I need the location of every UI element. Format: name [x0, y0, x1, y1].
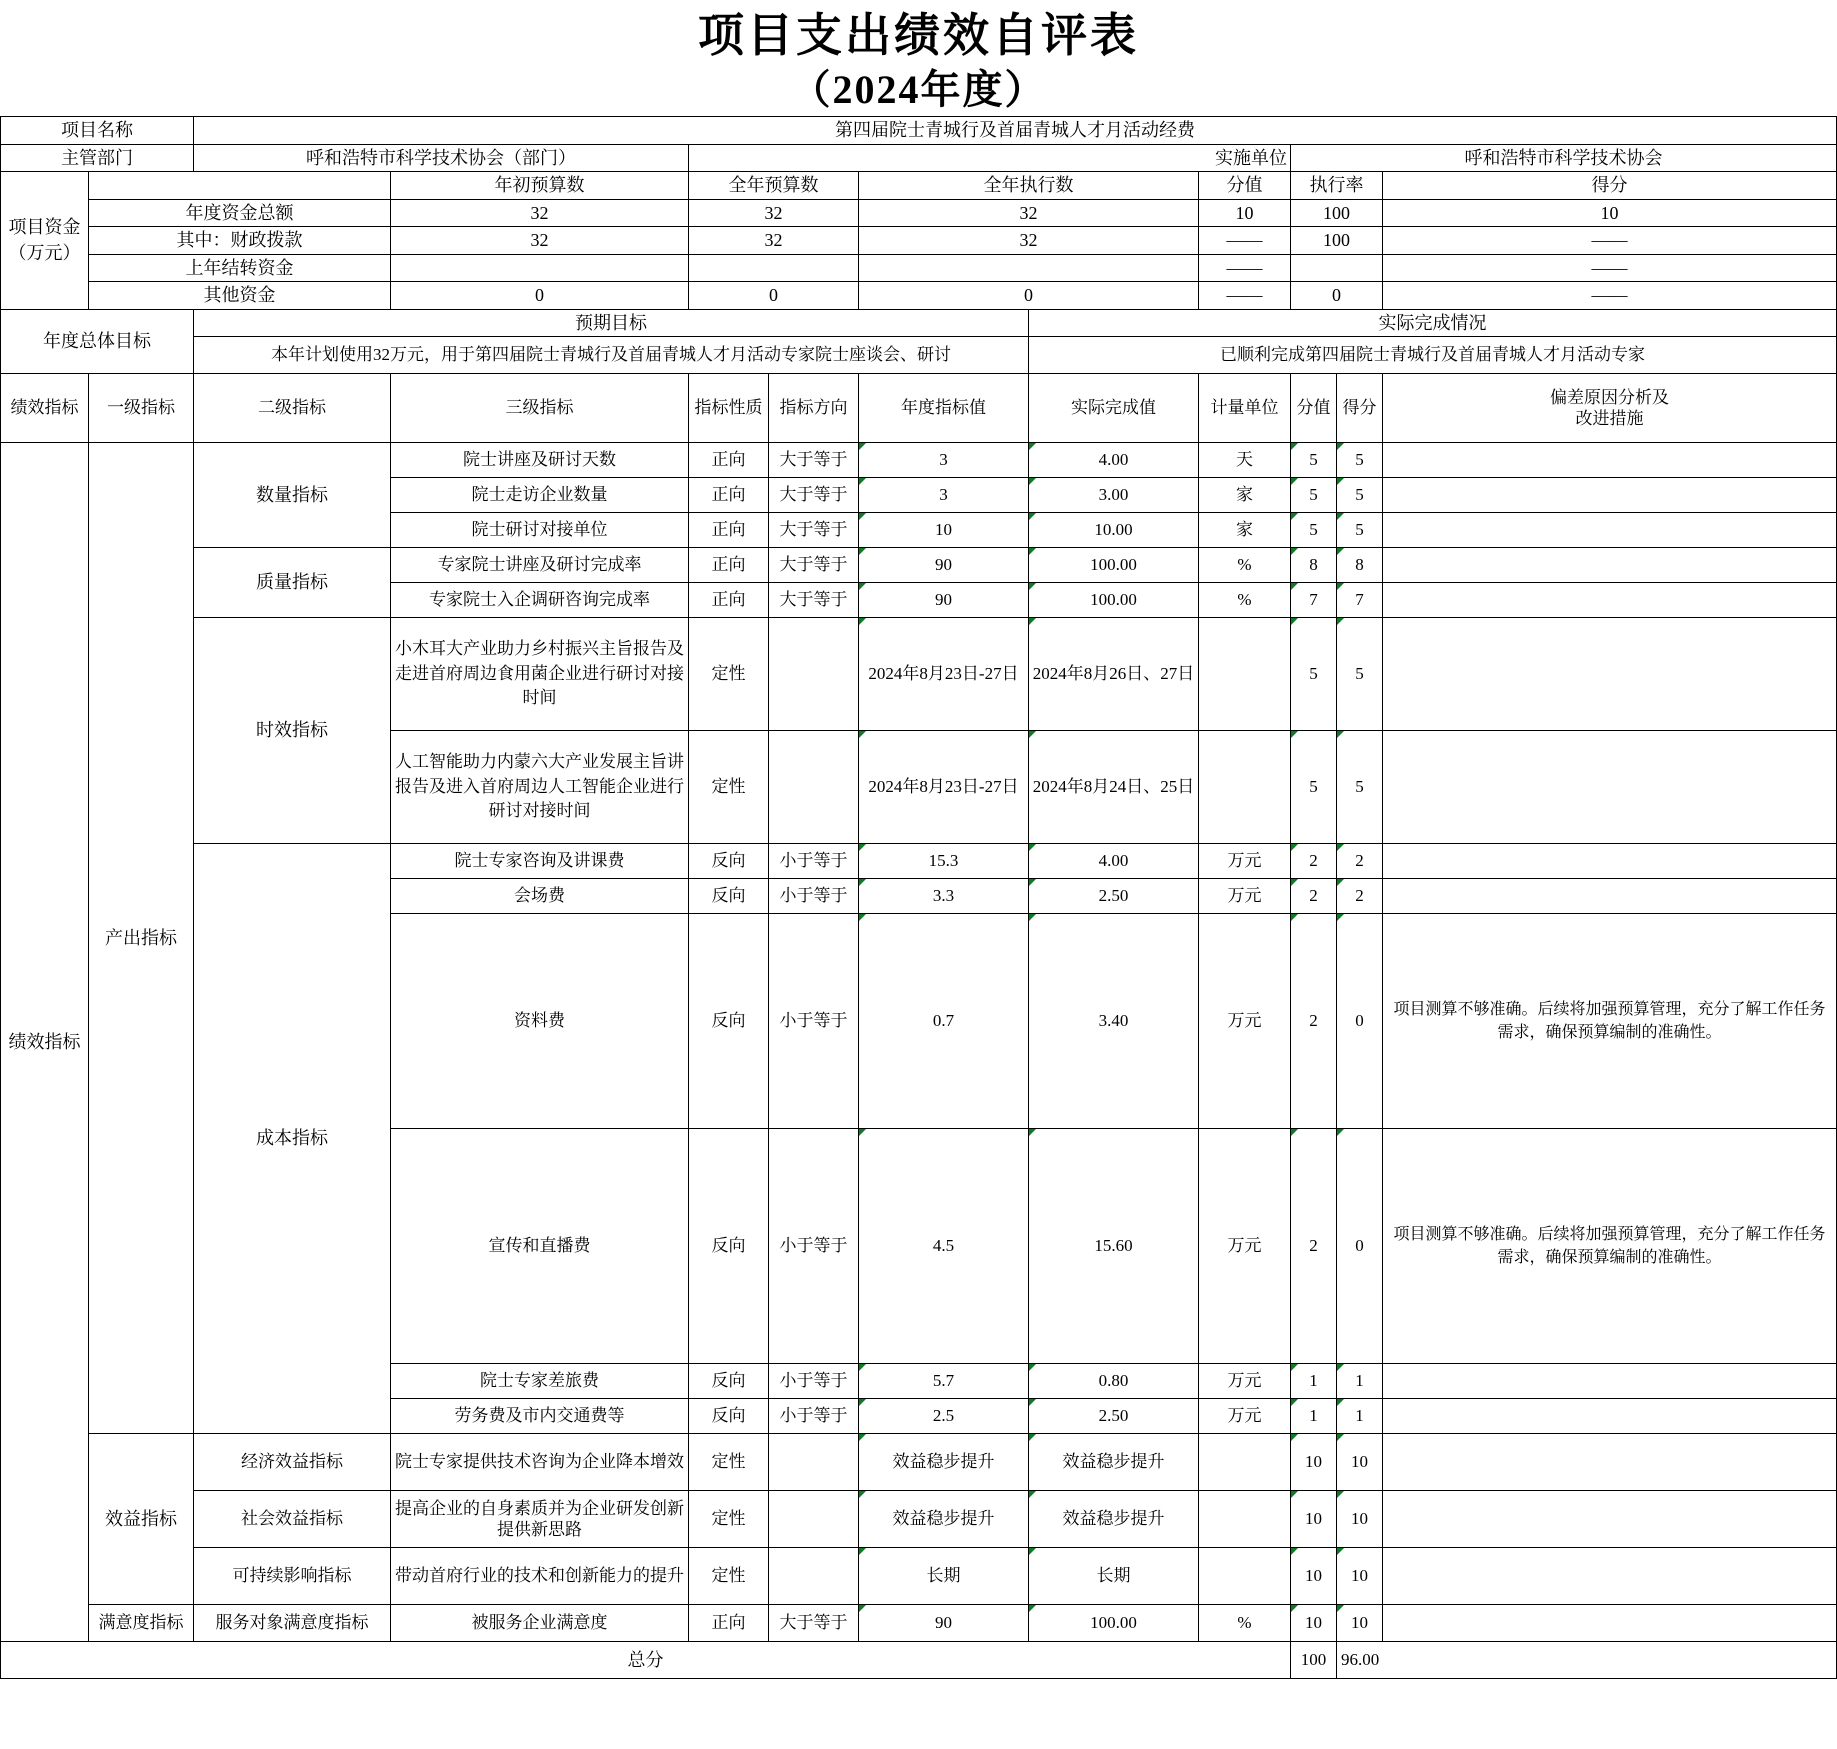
indicator-direction: 大于等于	[769, 583, 859, 618]
col-unit: 计量单位	[1199, 374, 1291, 443]
level2-sustainable-impact: 可持续影响指标	[194, 1548, 391, 1605]
funds-annual-exec: 32	[859, 199, 1199, 227]
measure-unit: 万元	[1199, 914, 1291, 1129]
indicator-direction: 小于等于	[769, 914, 859, 1129]
table-row	[1, 618, 1837, 731]
indicator-nature: 定性	[689, 1434, 769, 1491]
funds-exec-rate: 100	[1291, 199, 1383, 227]
measure-unit: %	[1199, 583, 1291, 618]
actual-completed-value: 2.50	[1029, 1399, 1199, 1434]
funds-exec-rate	[1291, 254, 1383, 282]
actual-completed-value: 长期	[1029, 1548, 1199, 1605]
annual-target-value: 效益稳步提升	[859, 1434, 1029, 1491]
funds-col-weight: 分值	[1199, 172, 1291, 200]
measure-unit	[1199, 1548, 1291, 1605]
indicator-nature: 反向	[689, 1399, 769, 1434]
implementing-unit-value: 呼和浩特市科学技术协会	[1291, 144, 1837, 172]
col-deviation-analysis	[1383, 374, 1837, 443]
level3-name: 院士专家差旅费	[391, 1364, 689, 1399]
funds-begin-budget: 32	[391, 227, 689, 255]
overall-goal-expected-header: 预期目标	[194, 309, 1029, 337]
actual-completed-value: 效益稳步提升	[1029, 1434, 1199, 1491]
indicator-direction: 小于等于	[769, 879, 859, 914]
indicator-direction: 大于等于	[769, 1605, 859, 1642]
table-row	[1, 844, 1837, 879]
col-direction: 指标方向	[769, 374, 859, 443]
indicator-weight: 10	[1291, 1605, 1337, 1642]
indicator-score: 2	[1337, 879, 1383, 914]
level3-name: 带动首府行业的技术和创新能力的提升	[391, 1548, 689, 1605]
total-score-value: 96.00	[1337, 1642, 1837, 1679]
funds-annual-budget: 32	[689, 227, 859, 255]
indicator-weight: 2	[1291, 879, 1337, 914]
department-label: 主管部门	[1, 144, 194, 172]
row-indicator-header	[1, 374, 1837, 443]
annual-target-value: 10	[859, 513, 1029, 548]
indicator-weight: 5	[1291, 443, 1337, 478]
project-name-label: 项目名称	[1, 117, 194, 145]
col-level1: 一级指标	[89, 374, 194, 443]
measure-unit	[1199, 618, 1291, 731]
indicator-nature: 定性	[689, 1491, 769, 1548]
indicator-direction	[769, 618, 859, 731]
level2-timeliness-indicator: 时效指标	[194, 618, 391, 844]
table-row	[1, 1491, 1837, 1548]
funds-begin-budget	[391, 254, 689, 282]
annual-target-value: 效益稳步提升	[859, 1491, 1029, 1548]
actual-completed-value: 100.00	[1029, 583, 1199, 618]
annual-target-value: 90	[859, 548, 1029, 583]
deviation-analysis	[1383, 478, 1837, 513]
level3-name: 院士专家咨询及讲课费	[391, 844, 689, 879]
measure-unit: 万元	[1199, 879, 1291, 914]
level3-name: 被服务企业满意度	[391, 1605, 689, 1642]
level3-name: 专家院士讲座及研讨完成率	[391, 548, 689, 583]
col-deviation-line1: 偏差原因分析及	[1550, 387, 1669, 407]
indicator-score: 1	[1337, 1364, 1383, 1399]
funds-row-label: 年度资金总额	[89, 199, 391, 227]
funds-weight: ——	[1199, 254, 1291, 282]
level3-name: 院士讲座及研讨天数	[391, 443, 689, 478]
level3-name: 小木耳大产业助力乡村振兴主旨报告及走进首府周边食用菌企业进行研讨对接时间	[391, 618, 689, 731]
funds-col-exec-rate: 执行率	[1291, 172, 1383, 200]
annual-target-value: 2024年8月23日-27日	[859, 618, 1029, 731]
indicator-nature: 正向	[689, 1605, 769, 1642]
annual-target-value: 0.7	[859, 914, 1029, 1129]
project-name-value: 第四届院士青城行及首届青城人才月活动经费	[194, 117, 1837, 145]
indicator-score: 10	[1337, 1491, 1383, 1548]
overall-goal-expected-text: 本年计划使用32万元，用于第四届院士青城行及首届青城人才月活动专家院士座谈会、研讨	[194, 337, 1029, 374]
indicator-score: 5	[1337, 513, 1383, 548]
indicator-nature: 反向	[689, 879, 769, 914]
funds-col-annual-budget: 全年预算数	[689, 172, 859, 200]
measure-unit: 万元	[1199, 1399, 1291, 1434]
col-nature: 指标性质	[689, 374, 769, 443]
indicator-nature: 定性	[689, 731, 769, 844]
funds-col-begin-budget: 年初预算数	[391, 172, 689, 200]
annual-target-value: 长期	[859, 1548, 1029, 1605]
level1-satisfaction-indicator: 满意度指标	[89, 1605, 194, 1642]
funds-begin-budget: 0	[391, 282, 689, 310]
deviation-analysis	[1383, 1491, 1837, 1548]
indicator-nature: 反向	[689, 844, 769, 879]
indicator-direction	[769, 1491, 859, 1548]
measure-unit: %	[1199, 1605, 1291, 1642]
annual-target-value: 90	[859, 1605, 1029, 1642]
total-weight: 100	[1291, 1642, 1337, 1679]
indicator-weight: 5	[1291, 513, 1337, 548]
deviation-analysis	[1383, 1434, 1837, 1491]
indicator-weight: 7	[1291, 583, 1337, 618]
indicator-direction: 小于等于	[769, 1399, 859, 1434]
actual-completed-value: 2024年8月26日、27日	[1029, 618, 1199, 731]
row-overall-goal-header	[1, 309, 1837, 337]
funds-section-label	[1, 172, 89, 310]
indicator-weight: 1	[1291, 1399, 1337, 1434]
measure-unit: 万元	[1199, 1129, 1291, 1364]
indicator-weight: 5	[1291, 731, 1337, 844]
indicator-score: 5	[1337, 731, 1383, 844]
indicator-score: 5	[1337, 478, 1383, 513]
col-performance-indicator: 绩效指标	[1, 374, 89, 443]
level3-name: 院士研讨对接单位	[391, 513, 689, 548]
table-row	[1, 443, 1837, 478]
table-row	[1, 1605, 1837, 1642]
overall-goal-actual-header: 实际完成情况	[1029, 309, 1837, 337]
funds-score: ——	[1383, 254, 1837, 282]
indicator-nature: 正向	[689, 443, 769, 478]
row-funds-total	[1, 199, 1837, 227]
indicator-weight: 5	[1291, 478, 1337, 513]
deviation-analysis	[1383, 618, 1837, 731]
funds-annual-budget: 32	[689, 199, 859, 227]
measure-unit	[1199, 731, 1291, 844]
indicator-weight: 1	[1291, 1364, 1337, 1399]
actual-completed-value: 4.00	[1029, 844, 1199, 879]
actual-completed-value: 100.00	[1029, 1605, 1199, 1642]
table-row	[1, 548, 1837, 583]
indicator-weight: 5	[1291, 618, 1337, 731]
indicator-weight: 10	[1291, 1548, 1337, 1605]
level3-name: 资料费	[391, 914, 689, 1129]
indicator-weight: 2	[1291, 844, 1337, 879]
funds-col-annual-exec: 全年执行数	[859, 172, 1199, 200]
assessment-table	[0, 116, 1837, 1679]
funds-section-label-line1: 项目资金	[8, 217, 81, 238]
deviation-analysis	[1383, 879, 1837, 914]
row-funds-carryover	[1, 254, 1837, 282]
deviation-analysis	[1383, 443, 1837, 478]
indicator-direction: 小于等于	[769, 844, 859, 879]
measure-unit: %	[1199, 548, 1291, 583]
indicator-nature: 定性	[689, 1548, 769, 1605]
indicator-weight: 10	[1291, 1491, 1337, 1548]
measure-unit: 天	[1199, 443, 1291, 478]
indicator-score: 5	[1337, 618, 1383, 731]
performance-indicator-root: 绩效指标	[1, 443, 89, 1642]
level3-name: 提高企业的自身素质并为企业研发创新提供新思路	[391, 1491, 689, 1548]
indicator-nature: 正向	[689, 548, 769, 583]
level2-service-satisfaction: 服务对象满意度指标	[194, 1605, 391, 1642]
indicator-score: 2	[1337, 844, 1383, 879]
implementing-unit-label: 实施单位	[689, 144, 1291, 172]
funds-score: ——	[1383, 227, 1837, 255]
indicator-score: 10	[1337, 1548, 1383, 1605]
level3-name: 院士走访企业数量	[391, 478, 689, 513]
level1-output-indicator: 产出指标	[89, 443, 194, 1434]
level3-name: 院士专家提供技术咨询为企业降本增效	[391, 1434, 689, 1491]
indicator-score: 10	[1337, 1434, 1383, 1491]
row-project-name	[1, 117, 1837, 145]
actual-completed-value: 100.00	[1029, 548, 1199, 583]
measure-unit: 万元	[1199, 1364, 1291, 1399]
measure-unit: 家	[1199, 478, 1291, 513]
annual-target-value: 15.3	[859, 844, 1029, 879]
level2-social-benefit: 社会效益指标	[194, 1491, 391, 1548]
page-title: 项目支出绩效自评表	[698, 10, 1139, 61]
measure-unit: 万元	[1199, 844, 1291, 879]
funds-row-label: 其他资金	[89, 282, 391, 310]
indicator-score: 8	[1337, 548, 1383, 583]
actual-completed-value: 2024年8月24日、25日	[1029, 731, 1199, 844]
level3-name: 劳务费及市内交通费等	[391, 1399, 689, 1434]
deviation-analysis: 项目测算不够准确。后续将加强预算管理，充分了解工作任务需求，确保预算编制的准确性。	[1383, 1129, 1837, 1364]
actual-completed-value: 4.00	[1029, 443, 1199, 478]
funds-col-score: 得分	[1383, 172, 1837, 200]
annual-target-value: 3.3	[859, 879, 1029, 914]
indicator-score: 7	[1337, 583, 1383, 618]
col-deviation-line2: 改进措施	[1575, 409, 1644, 428]
col-actual-value: 实际完成值	[1029, 374, 1199, 443]
funds-row-label: 上年结转资金	[89, 254, 391, 282]
funds-exec-rate: 100	[1291, 227, 1383, 255]
funds-header-blank	[89, 172, 391, 200]
funds-section-label-line2: （万元）	[8, 243, 81, 264]
indicator-direction: 大于等于	[769, 443, 859, 478]
funds-score: 10	[1383, 199, 1837, 227]
actual-completed-value: 效益稳步提升	[1029, 1491, 1199, 1548]
deviation-analysis	[1383, 583, 1837, 618]
total-score-label: 总分	[1, 1642, 1291, 1679]
funds-annual-exec: 32	[859, 227, 1199, 255]
row-funds-fiscal	[1, 227, 1837, 255]
indicator-score: 10	[1337, 1605, 1383, 1642]
deviation-analysis	[1383, 548, 1837, 583]
col-annual-target: 年度指标值	[859, 374, 1029, 443]
funds-score: ——	[1383, 282, 1837, 310]
level2-cost-indicator: 成本指标	[194, 844, 391, 1434]
deviation-analysis	[1383, 1399, 1837, 1434]
deviation-analysis: 项目测算不够准确。后续将加强预算管理，充分了解工作任务需求，确保预算编制的准确性。	[1383, 914, 1837, 1129]
level2-economic-benefit: 经济效益指标	[194, 1434, 391, 1491]
funds-row-label: 其中：财政拨款	[89, 227, 391, 255]
annual-target-value: 5.7	[859, 1364, 1029, 1399]
indicator-weight: 8	[1291, 548, 1337, 583]
annual-target-value: 4.5	[859, 1129, 1029, 1364]
indicator-nature: 正向	[689, 513, 769, 548]
row-funds-header	[1, 172, 1837, 200]
indicator-score: 5	[1337, 443, 1383, 478]
funds-annual-exec: 0	[859, 282, 1199, 310]
row-total-score	[1, 1642, 1837, 1679]
indicator-score: 0	[1337, 1129, 1383, 1364]
level3-name: 会场费	[391, 879, 689, 914]
table-row	[1, 1548, 1837, 1605]
deviation-analysis	[1383, 731, 1837, 844]
indicator-nature: 定性	[689, 618, 769, 731]
level2-quantity-indicator: 数量指标	[194, 443, 391, 548]
funds-weight: ——	[1199, 282, 1291, 310]
funds-annual-budget	[689, 254, 859, 282]
indicator-direction	[769, 731, 859, 844]
actual-completed-value: 3.00	[1029, 478, 1199, 513]
actual-completed-value: 3.40	[1029, 914, 1199, 1129]
deviation-analysis	[1383, 1605, 1837, 1642]
indicator-nature: 正向	[689, 583, 769, 618]
annual-target-value: 2024年8月23日-27日	[859, 731, 1029, 844]
row-funds-other	[1, 282, 1837, 310]
deviation-analysis	[1383, 1548, 1837, 1605]
actual-completed-value: 2.50	[1029, 879, 1199, 914]
col-weight: 分值	[1291, 374, 1337, 443]
actual-completed-value: 15.60	[1029, 1129, 1199, 1364]
funds-weight: 10	[1199, 199, 1291, 227]
deviation-analysis	[1383, 1364, 1837, 1399]
overall-goal-label: 年度总体目标	[1, 309, 194, 374]
actual-completed-value: 10.00	[1029, 513, 1199, 548]
level2-quality-indicator: 质量指标	[194, 548, 391, 618]
indicator-direction: 大于等于	[769, 513, 859, 548]
measure-unit	[1199, 1434, 1291, 1491]
measure-unit	[1199, 1491, 1291, 1548]
level3-name: 人工智能助力内蒙六大产业发展主旨讲报告及进入首府周边人工智能企业进行研讨对接时间	[391, 731, 689, 844]
indicator-nature: 反向	[689, 1364, 769, 1399]
department-value: 呼和浩特市科学技术协会（部门）	[194, 144, 689, 172]
indicator-score: 1	[1337, 1399, 1383, 1434]
measure-unit: 家	[1199, 513, 1291, 548]
indicator-direction	[769, 1548, 859, 1605]
row-department	[1, 144, 1837, 172]
level1-benefit-indicator: 效益指标	[89, 1434, 194, 1605]
indicator-direction: 大于等于	[769, 478, 859, 513]
level3-name: 专家院士入企调研咨询完成率	[391, 583, 689, 618]
indicator-score: 0	[1337, 914, 1383, 1129]
indicator-weight: 2	[1291, 1129, 1337, 1364]
indicator-direction	[769, 1434, 859, 1491]
level3-name: 宣传和直播费	[391, 1129, 689, 1364]
indicator-direction: 小于等于	[769, 1364, 859, 1399]
deviation-analysis	[1383, 513, 1837, 548]
annual-target-value: 3	[859, 478, 1029, 513]
indicator-nature: 正向	[689, 478, 769, 513]
indicator-nature: 反向	[689, 914, 769, 1129]
table-row	[1, 1434, 1837, 1491]
page-subtitle: （2024年度）	[790, 67, 1047, 112]
col-score: 得分	[1337, 374, 1383, 443]
actual-completed-value: 0.80	[1029, 1364, 1199, 1399]
indicator-direction: 小于等于	[769, 1129, 859, 1364]
overall-goal-actual-text: 已顺利完成第四届院士青城行及首届青城人才月活动专家	[1029, 337, 1837, 374]
deviation-analysis	[1383, 844, 1837, 879]
indicator-direction: 大于等于	[769, 548, 859, 583]
annual-target-value: 2.5	[859, 1399, 1029, 1434]
indicator-weight: 10	[1291, 1434, 1337, 1491]
col-level2: 二级指标	[194, 374, 391, 443]
annual-target-value: 90	[859, 583, 1029, 618]
row-overall-goal-text	[1, 337, 1837, 374]
page-title-block	[0, 0, 1837, 116]
annual-target-value: 3	[859, 443, 1029, 478]
funds-exec-rate: 0	[1291, 282, 1383, 310]
funds-weight: ——	[1199, 227, 1291, 255]
funds-begin-budget: 32	[391, 199, 689, 227]
funds-annual-budget: 0	[689, 282, 859, 310]
indicator-nature: 反向	[689, 1129, 769, 1364]
indicator-weight: 2	[1291, 914, 1337, 1129]
col-level3: 三级指标	[391, 374, 689, 443]
funds-annual-exec	[859, 254, 1199, 282]
